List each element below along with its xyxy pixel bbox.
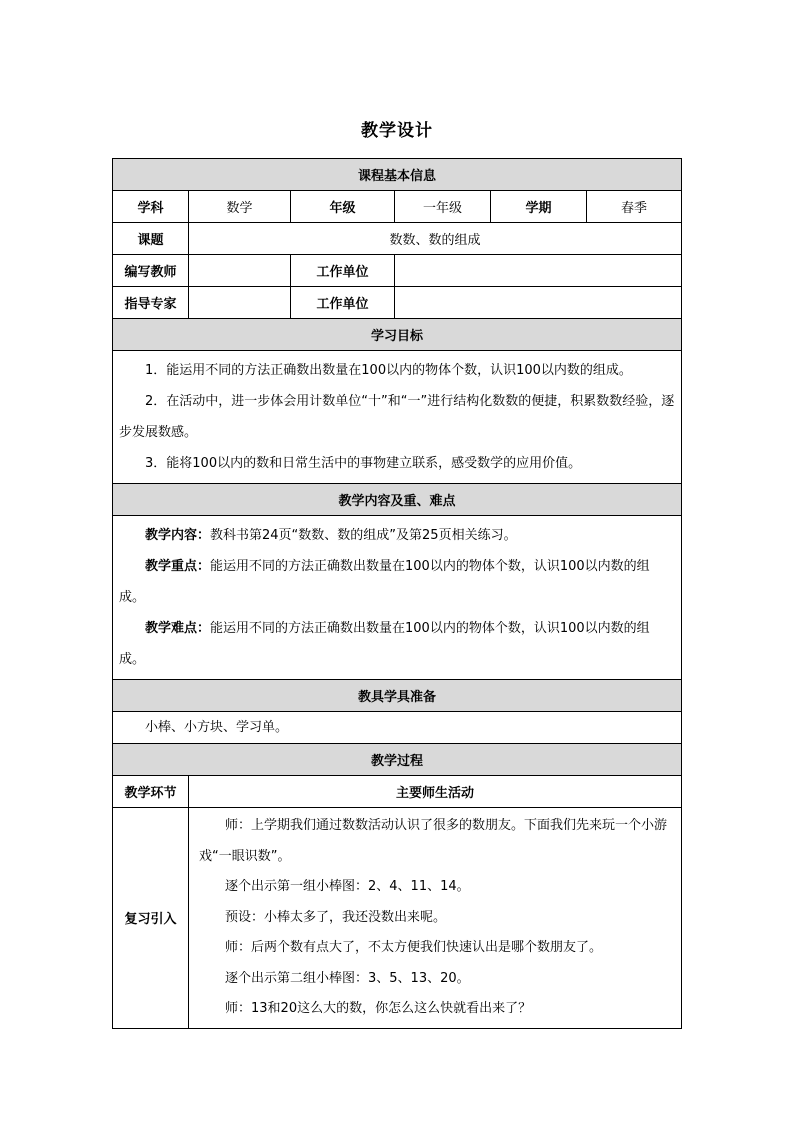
process-header-row [113,744,682,776]
activity-line: 逐个出示第二组小棒图：3、5、13、20。 [225,970,470,986]
subject-row [113,191,682,223]
teaching-content [119,520,675,551]
document-title: 教学设计 [361,121,433,141]
stage-name: 复习引入 [113,808,189,1029]
process-row [113,808,682,1029]
teaching-key-point [119,551,675,613]
topic-label: 课题 [113,223,189,255]
teaching-content-text: 教科书第24页“数数、数的组成”及第25页相关练习。 [210,528,517,543]
content-row [113,516,682,680]
process-header: 教学过程 [113,744,682,776]
stage-column-header: 教学环节 [113,776,189,808]
objectives-row [113,351,682,484]
teacher-label: 编写教师 [113,255,189,287]
activity-line: 师：后两个数有点大了，不太方便我们快速认出是哪个数朋友了。 [225,940,603,955]
process-columns-row [113,776,682,808]
objective-item: 2．在活动中，进一步体会用计数单位“十”和“一”进行结构化数数的便捷，积累数数经验，逐步发展数感。 [119,394,675,440]
expert-unit-label: 工作单位 [291,287,395,319]
expert-unit-value [395,287,682,319]
term-label: 学期 [491,191,587,223]
materials-cell [113,712,682,744]
objectives-header: 学习目标 [113,319,682,351]
content-header-row [113,484,682,516]
materials-header: 教具学具准备 [113,680,682,712]
grade-label: 年级 [291,191,395,223]
term-value: 春季 [587,191,682,223]
objective-item: 1．能运用不同的方法正确数出数量在100以内的物体个数，认识100以内数的组成。 [145,363,632,378]
objectives-cell [113,351,682,484]
activity-line: 师：上学期我们通过数数活动认识了很多的数朋友。下面我们先来玩一个小游戏“一眼识数”。 [199,818,668,864]
lesson-plan-table [112,158,682,1029]
teacher-row [113,255,682,287]
grade-value: 一年级 [395,191,491,223]
subject-label: 学科 [113,191,189,223]
difficulty-text: 能运用不同的方法正确数出数量在100以内的物体个数，认识100以内数的组成。 [119,621,650,667]
objectives-header-row [113,319,682,351]
objective-item: 3．能将100以内的数和日常生活中的事物建立联系，感受数学的应用价值。 [145,456,582,471]
teaching-difficulty [119,613,675,675]
subject-value: 数学 [189,191,291,223]
expert-row [113,287,682,319]
teacher-unit-value [395,255,682,287]
activity-line: 逐个出示第一组小棒图：2、4、11、14。 [225,879,470,894]
activity-column-header: 主要师生活动 [189,776,682,808]
materials-text: 小棒、小方块、学习单。 [145,720,289,735]
materials-header-row [113,680,682,712]
activity-line: 预设：小棒太多了，我还没数出来呢。 [225,909,447,925]
content-cell [113,516,682,680]
activity-cell [189,808,682,1029]
topic-value: 数数、数的组成 [189,223,682,255]
topic-row [113,223,682,255]
materials-row [113,712,682,744]
key-point-label: 教学重点： [145,559,211,574]
key-point-text: 能运用不同的方法正确数出数量在100以内的物体个数，认识100以内数的组成。 [119,559,650,605]
teacher-value [189,255,291,287]
teaching-content-label: 教学内容： [145,528,211,543]
content-header: 教学内容及重、难点 [113,484,682,516]
basic-info-header: 课程基本信息 [113,159,682,191]
difficulty-label: 教学难点： [145,621,211,636]
teacher-unit-label: 工作单位 [291,255,395,287]
activity-line: 师：13和20这么大的数，你怎么这么快就看出来了？ [225,1001,532,1016]
expert-label: 指导专家 [113,287,189,319]
expert-value [189,287,291,319]
basic-info-header-row [113,159,682,191]
